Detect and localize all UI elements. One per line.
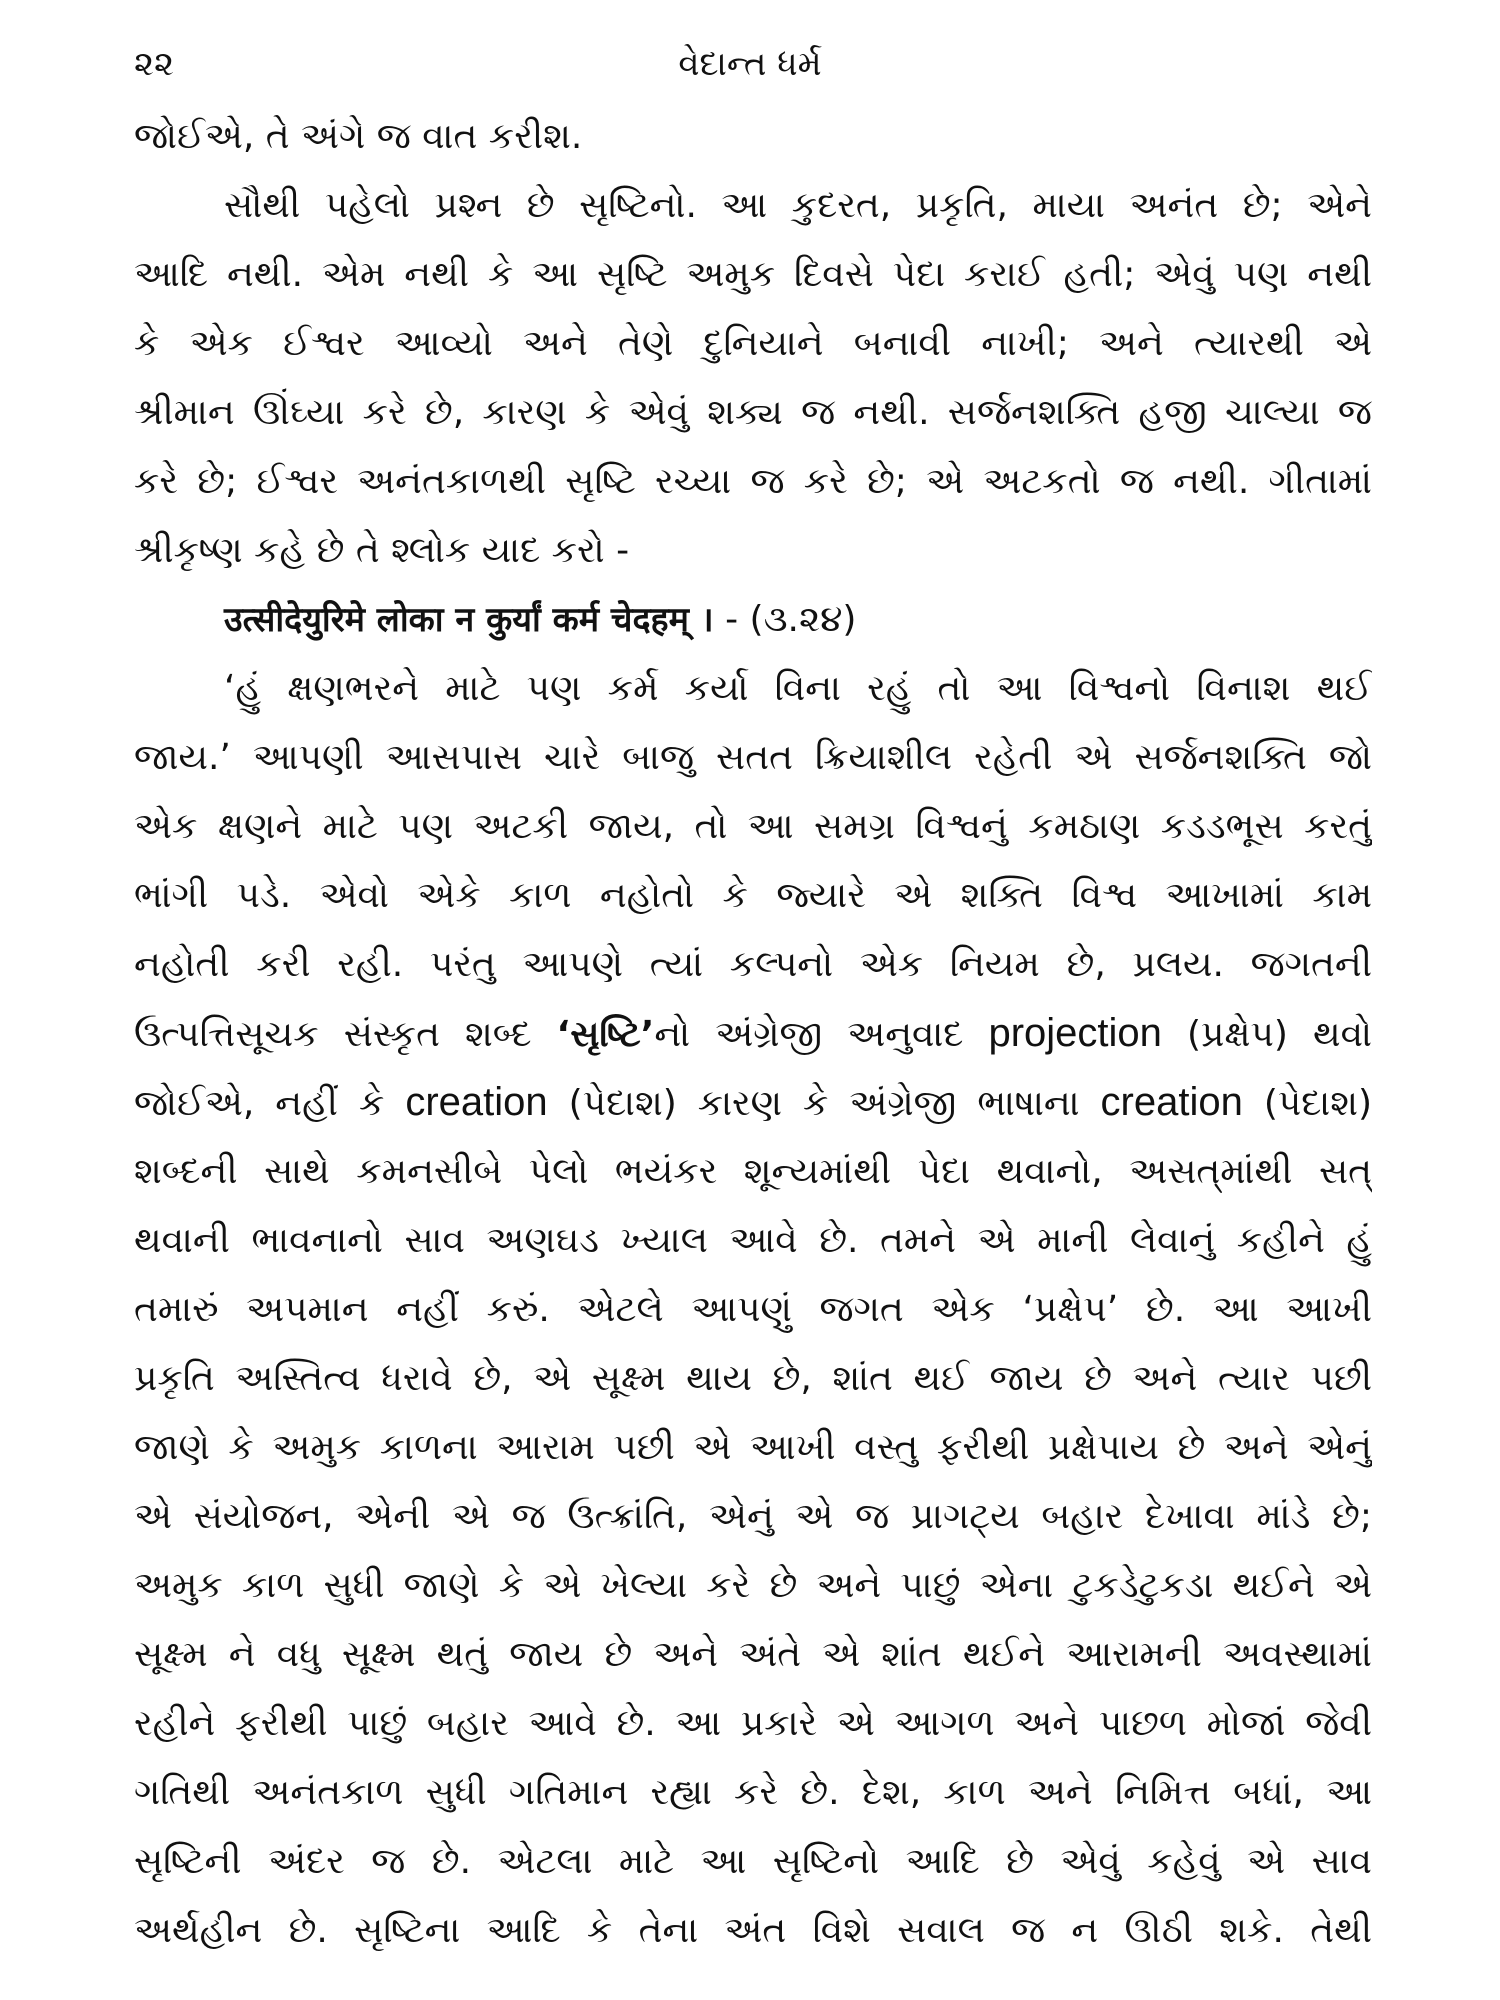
- text-line: સૂક્ષ્મ ને વધુ સૂક્ષ્મ થતું જાય છે અને અંતે એ શાંત થઈને આરામની અવસ્થામાં: [134, 1634, 1372, 1675]
- text-span: નો અંગ્રેજી અનુવાદ: [654, 1014, 989, 1055]
- text-line: રહીને ફરીથી પાછું બહાર આવે છે. આ પ્રકારે એ આગળ અને પાછળ મોજાં જેવી: [134, 1703, 1372, 1744]
- text-line: જાય.’ આપણી આસપાસ ચારે બાજુ સતત ક્રિયાશીલ રહેતી એ સર્જનશક્તિ જો: [134, 737, 1372, 778]
- english-term: creation: [405, 1080, 548, 1124]
- paragraph-first-line: સૌથી પહેલો પ્રશ્ન છે સૃષ્ટિનો. આ કુદરત, પ્રકૃતિ, માયા અનંત છે; એને: [224, 185, 1372, 226]
- page-header: [0, 44, 1500, 104]
- sanskrit-verse: [134, 585, 1372, 654]
- emphasized-term: ‘સૃષ્ટિ’: [556, 1014, 655, 1055]
- verse-text: उत्सीदेयुरिमे लोका न कुर्यां कर्म चेदहम् ।: [224, 600, 714, 640]
- verse-reference: - (૩.૨૪): [713, 599, 857, 640]
- text-line: પ્રકૃતિ અસ્તિત્વ ધરાવે છે, એ સૂક્ષ્મ થાય છે, શાંત થઈ જાય છે અને ત્યાર પછી: [134, 1358, 1372, 1399]
- page-number: ૨૨: [134, 44, 174, 84]
- text-line: કરે છે; ઈશ્વર અનંતકાળથી સૃષ્ટિ રચ્યા જ કરે છે; એ અટકતો જ નથી. ગીતામાં: [134, 461, 1372, 502]
- text-line: એ સંયોજન, એની એ જ ઉત્ક્રાંતિ, એનું એ જ પ્રાગટ્ય બહાર દેખાવા માંડે છે;: [134, 1496, 1372, 1537]
- text-line: થવાની ભાવનાનો સાવ અણઘડ ખ્યાલ આવે છે. તમને એ માની લેવાનું કહીને હું: [134, 1220, 1372, 1261]
- text-line: તમારું અપમાન નહીં કરું. એટલે આપણું જગત એક ‘પ્રક્ષેપ’ છે. આ આખી: [134, 1289, 1372, 1330]
- text-span: જોઈએ, નહીં કે: [134, 1083, 406, 1124]
- text-line: કે એક ઈશ્વર આવ્યો અને તેણે દુનિયાને બનાવી નાખી; અને ત્યારથી એ: [134, 323, 1372, 364]
- text-line: જાણે કે અમુક કાળના આરામ પછી એ આખી વસ્તુ ફરીથી પ્રક્ષેપાય છે અને એનું: [134, 1427, 1372, 1468]
- english-term: creation: [1100, 1080, 1243, 1124]
- text-line: ભાંગી પડે. એવો એકે કાળ નહોતો કે જ્યારે એ શક્તિ વિશ્વ આખામાં કામ: [134, 875, 1372, 916]
- text-line: એક ક્ષણને માટે પણ અટકી જાય, તો આ સમગ્ર વિશ્વનું કમઠાણ કડડભૂસ કરતું: [134, 806, 1372, 847]
- text-line: શ્રીમાન ઊંઘ્યા કરે છે, કારણ કે એવું શક્ય જ નથી. સર્જનશક્તિ હજી ચાલ્યા જ: [134, 392, 1372, 433]
- text-line: આદિ નથી. એમ નથી કે આ સૃષ્ટિ અમુક દિવસે પેદા કરાઈ હતી; એવું પણ નથી: [134, 254, 1372, 295]
- text-line: અર્થહીન છે. સૃષ્ટિના આદિ કે તેના અંત વિશે સવાલ જ ન ઊઠી શકે. તેથી: [134, 1910, 1372, 1951]
- text-span: ઉત્પત્તિસૂચક સંસ્કૃત શબ્દ: [134, 1014, 557, 1055]
- text-line: શ્રીકૃષ્ણ કહે છે તે શ્લોક યાદ કરો -: [134, 530, 630, 571]
- running-head-title: વેદાન્ત ધર્મ: [678, 44, 822, 84]
- text-line: [134, 999, 1372, 1068]
- text-span: (પ્રક્ષેપ) થવો: [1161, 1014, 1372, 1055]
- text-line: જોઈએ, તે અંગે જ વાત કરીશ.: [134, 116, 583, 157]
- text-line: સૃષ્ટિની અંદર જ છે. એટલા માટે આ સૃષ્ટિનો આદિ છે એવું કહેવું એ સાવ: [134, 1841, 1372, 1882]
- text-span: (પેદાશ): [1242, 1083, 1372, 1124]
- text-line: અમુક કાળ સુધી જાણે કે એ ખેલ્યા કરે છે અને પાછું એના ટુકડેટુકડા થઈને એ: [134, 1565, 1372, 1606]
- body-text: [134, 102, 1372, 1965]
- text-line: નહોતી કરી રહી. પરંતુ આપણે ત્યાં કલ્પનો એક નિયમ છે, પ્રલય. જગતની: [134, 944, 1372, 985]
- text-span: (પેદાશ) કારણ કે અંગ્રેજી ભાષાના: [547, 1083, 1101, 1124]
- text-line: શબ્દની સાથે કમનસીબે પેલો ભયંકર શૂન્યમાંથી પેદા થવાનો, અસત્‌માંથી સત્‌: [134, 1151, 1372, 1192]
- text-line: [134, 1068, 1372, 1137]
- english-term: projection: [988, 1011, 1162, 1055]
- text-line: ગતિથી અનંતકાળ સુધી ગતિમાન રહ્યા કરે છે. દેશ, કાળ અને નિમિત્ત બધાં, આ: [134, 1772, 1372, 1813]
- paragraph-first-line: ‘હું ક્ષણભરને માટે પણ કર્મ કર્યા વિના રહું તો આ વિશ્વનો વિનાશ થઈ: [224, 668, 1372, 709]
